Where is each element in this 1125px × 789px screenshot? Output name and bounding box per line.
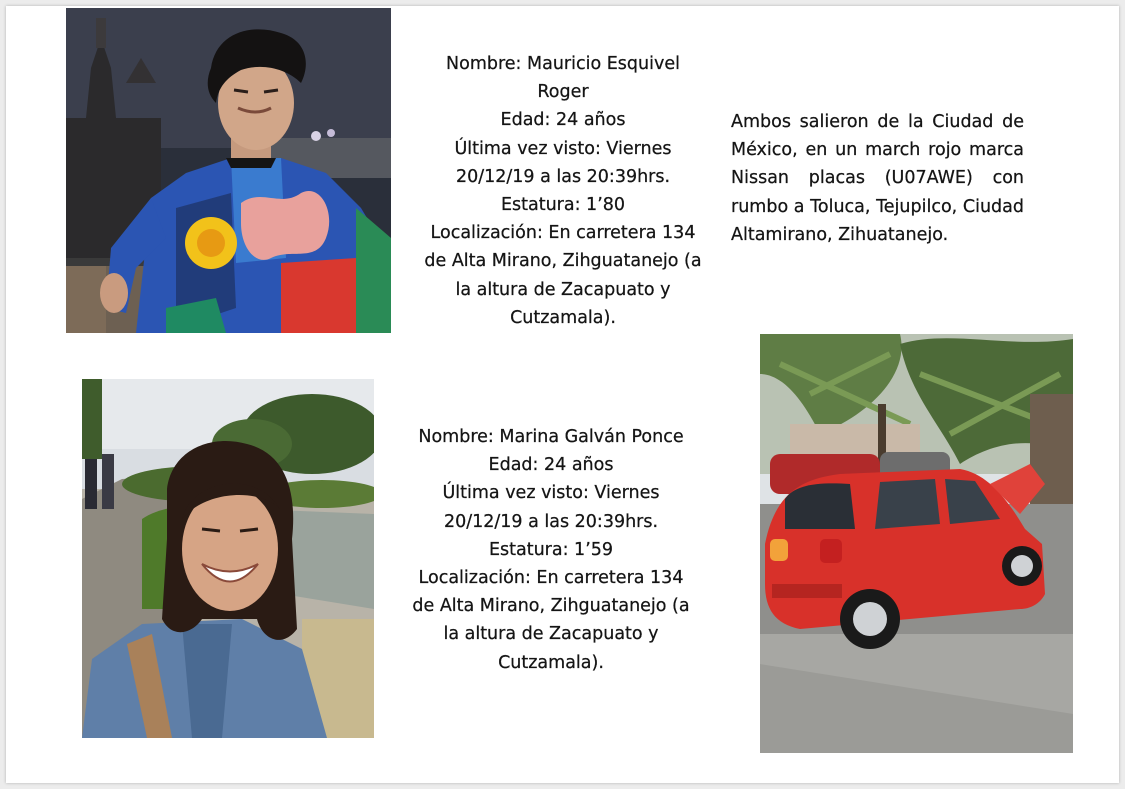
trip-description: Ambos salieron de la Ciudad de México, en un march rojo marca Nissan placas (U07AWE) con rumbo a Toluca, Tejupilco, Ciudad Altamirano, Zihuatanejo. [731, 112, 1024, 245]
person2-last-seen: Última vez visto: Viernes 20/12/19 a las 20:39hrs. [442, 483, 660, 532]
person2-info [406, 423, 696, 677]
person1-height: Estatura: 1’80 [500, 195, 626, 216]
man-night-photo [66, 8, 391, 333]
person2-location: Localización: En carretera 134 de Alta Mirano, Zihguatanejo (a la altura de Zacapuato y Cutzamala). [412, 568, 690, 673]
person1-age: Edad: 24 años [500, 110, 626, 131]
red-car-photo [760, 334, 1073, 753]
document-page [6, 6, 1119, 783]
person2-height: Estatura: 1’59 [488, 539, 614, 560]
person1-last-seen: Última vez visto: Viernes 20/12/19 a las 20:39hrs. [454, 138, 672, 187]
woman-selfie-photo [82, 379, 374, 738]
person1-info [418, 50, 708, 332]
person2-name: Nombre: Marina Galván Ponce [418, 427, 684, 447]
person1-name: Nombre: Mauricio Esquivel Roger [446, 54, 680, 103]
person1-location: Localización: En carretera 134 de Alta Mirano, Zihguatanejo (a la altura de Zacapuato y Cutzamala). [424, 223, 702, 328]
person2-age: Edad: 24 años [488, 455, 614, 476]
